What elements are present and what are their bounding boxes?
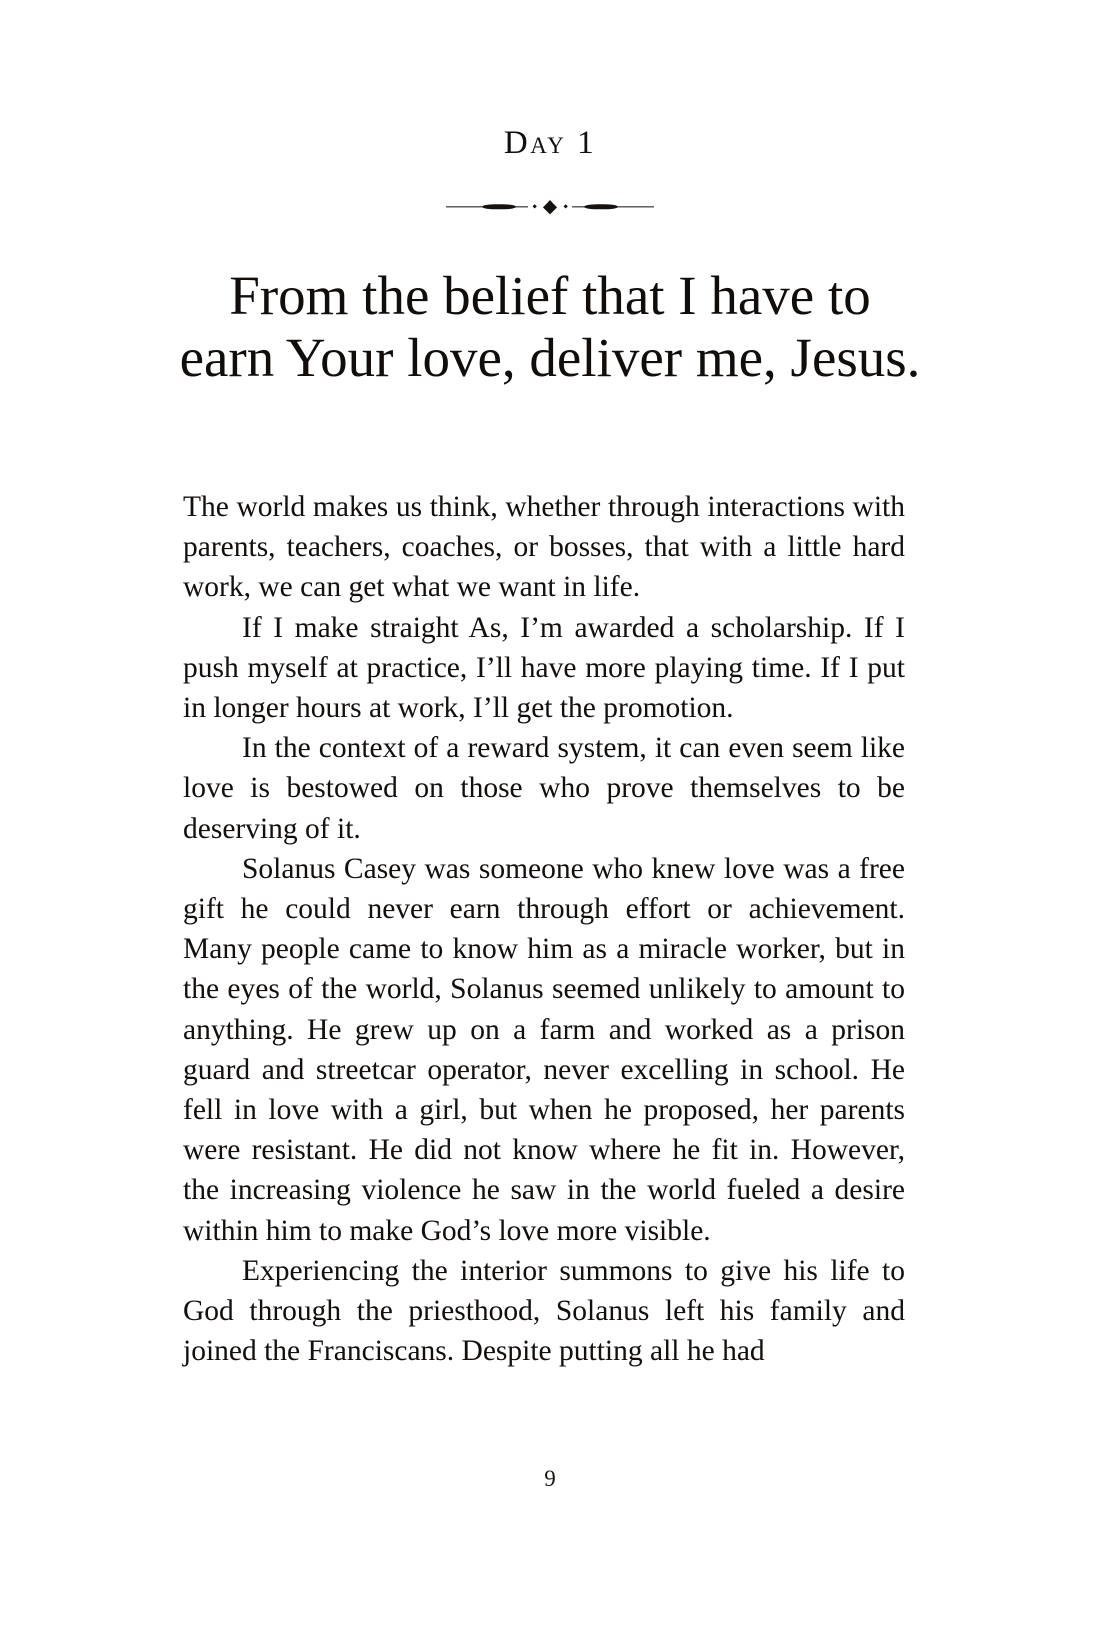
ornament-dot-left — [532, 205, 537, 210]
body-paragraph: Solanus Casey was someone who knew love was a free gift he could never earn through effort or achievement. Many people came to know him as a miracle worker, but in the eyes of the world, Solanus seemed unlikely to amount to anything. He grew up on a farm and worked as a prison guard and streetcar operator, never excelling in school. He fell in love with a girl, but when he proposed, her parents were resistant. He did not know where he fit in. However, the increasing violence he saw in the world fueled a desire within him to make God’s love more visible. — [183, 852, 905, 1247]
body-paragraph: The world makes us think, whether through interactions with parents, teachers, coaches, or bosses, that with a little hard work, we can get what we want in life. — [183, 491, 905, 604]
body-paragraph: If I make straight As, I’m awarded a scholarship. If I push myself at practice, I’ll have more playing time. If I put in longer hours at work, I’ll get the promotion. — [183, 611, 905, 725]
body-paragraph: In the context of a reward system, it can even seem like love is bestowed on those who prove themselves to be deserving of it. — [183, 732, 905, 845]
ornament-diamond-icon — [544, 201, 557, 214]
page-number: 9 — [544, 1466, 556, 1491]
body-paragraph: Experiencing the interior summons to give his life to God through the priesthood, Solanus left his family and joined the Franciscans. Despite putting all he had — [183, 1254, 905, 1368]
ornament-dot-right — [563, 205, 568, 210]
ornament-rule-right — [572, 204, 654, 210]
day-header: Day 1 — [503, 125, 597, 161]
page-title-line-2: earn Your love, deliver me, Jesus. — [179, 326, 921, 388]
page-title — [120, 265, 980, 389]
ornament-rule-left — [446, 204, 528, 210]
body-text — [183, 487, 905, 1371]
section-divider-ornament — [0, 196, 1100, 218]
page-title-line-1: From the belief that I have to — [229, 264, 871, 326]
